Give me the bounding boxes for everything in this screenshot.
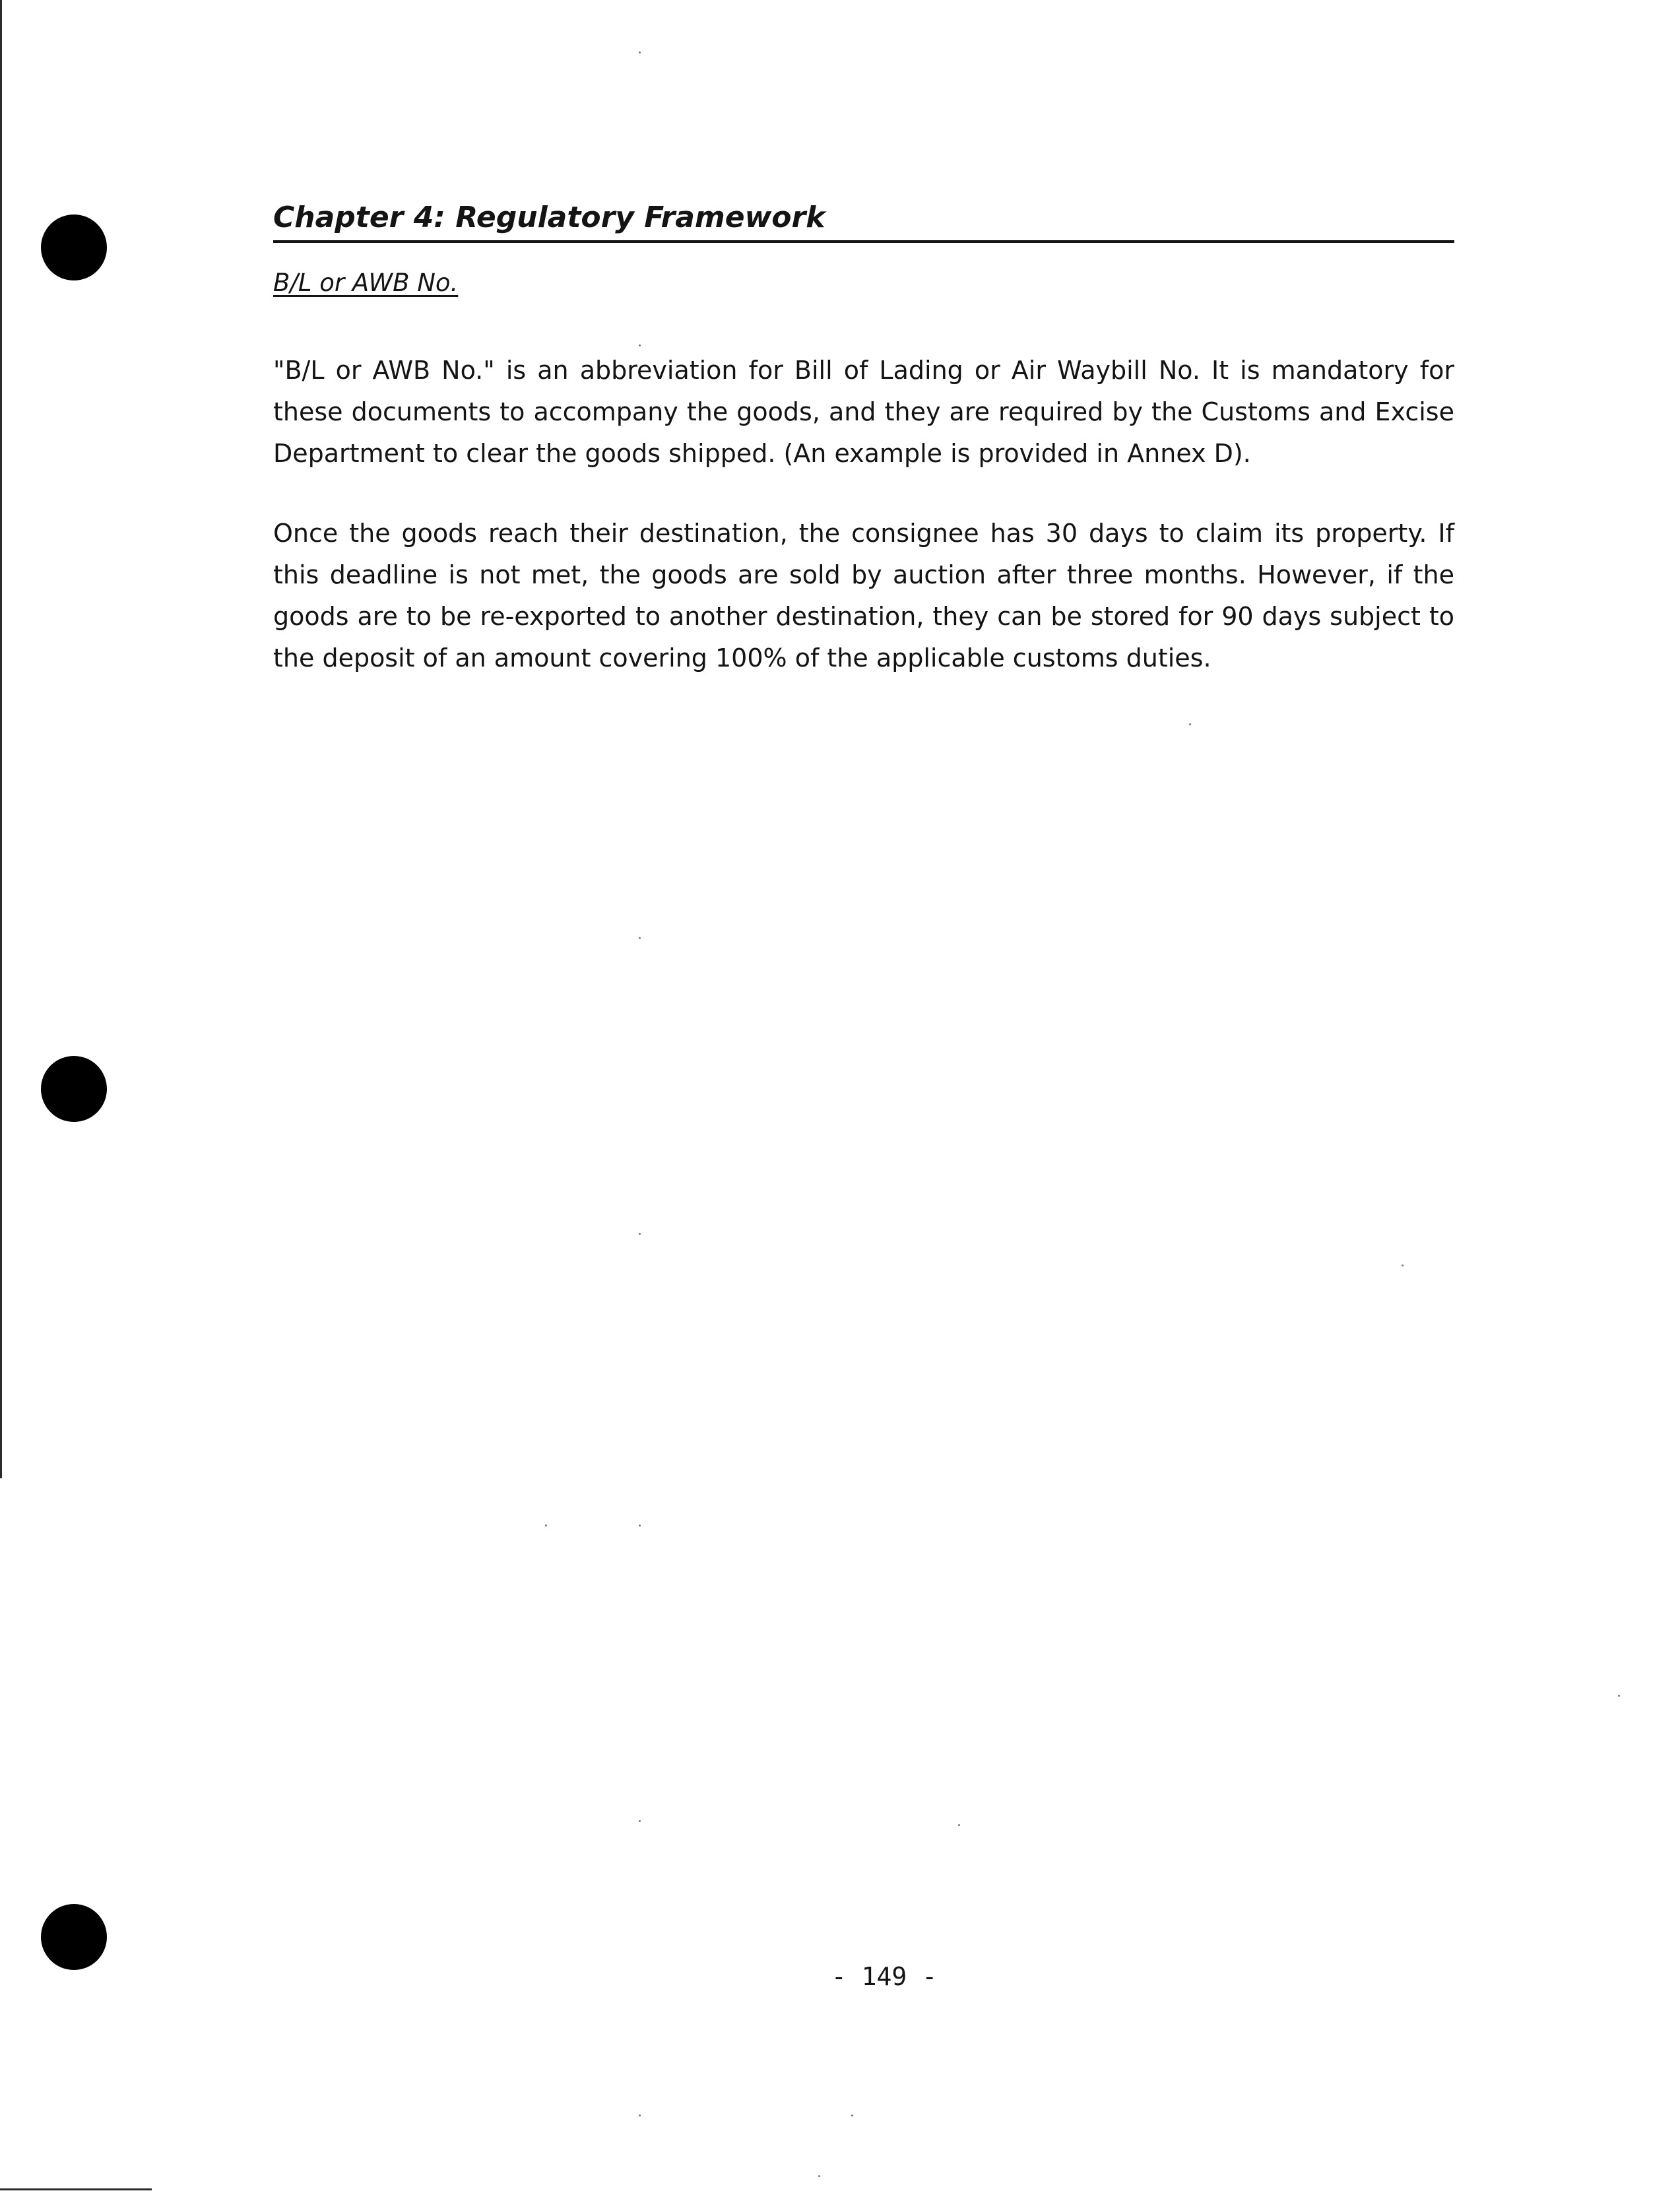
scan-speck <box>1618 1695 1620 1697</box>
scan-speck <box>818 2175 820 2177</box>
chapter-heading: Chapter 4: Regulatory Framework <box>273 198 1454 243</box>
page-content <box>273 198 1454 679</box>
scan-speck <box>639 51 641 53</box>
punch-hole-bottom <box>41 1904 107 1970</box>
scan-speck <box>958 1824 960 1826</box>
scan-speck <box>851 2115 853 2116</box>
section-heading: B/L or AWB No. <box>273 269 459 297</box>
punch-hole-top <box>41 214 107 280</box>
scan-speck <box>1402 1264 1404 1266</box>
scan-speck <box>639 1820 641 1822</box>
scan-bottom-edge <box>0 2188 152 2190</box>
scan-speck <box>1189 723 1191 725</box>
punch-hole-middle <box>41 1056 107 1122</box>
scan-speck <box>639 1233 641 1235</box>
page-number: - 149 - <box>831 1962 938 1991</box>
scan-speck <box>545 1525 547 1526</box>
scan-speck <box>639 2115 641 2116</box>
scan-speck <box>639 1525 641 1526</box>
scan-speck <box>639 937 641 939</box>
body-paragraph-2: Once the goods reach their destination, the consignee has 30 days to claim its property. If this deadline is not met, the goods are sold by auction after three months. However, if the goods are to be re-exported to another destination, they can be stored for 90 days subject to the deposit of an amount covering 100% of the applicable customs duties. <box>273 519 1454 672</box>
body-paragraph-1: "B/L or AWB No." is an abbreviation for Bill of Lading or Air Waybill No. It is mandatory for these documents to accompany the goods, and they are required by the Customs and Excise Department to clear the goods shipped. (An example is provided in Annex D). <box>273 356 1454 468</box>
scan-left-edge <box>0 0 2 1478</box>
